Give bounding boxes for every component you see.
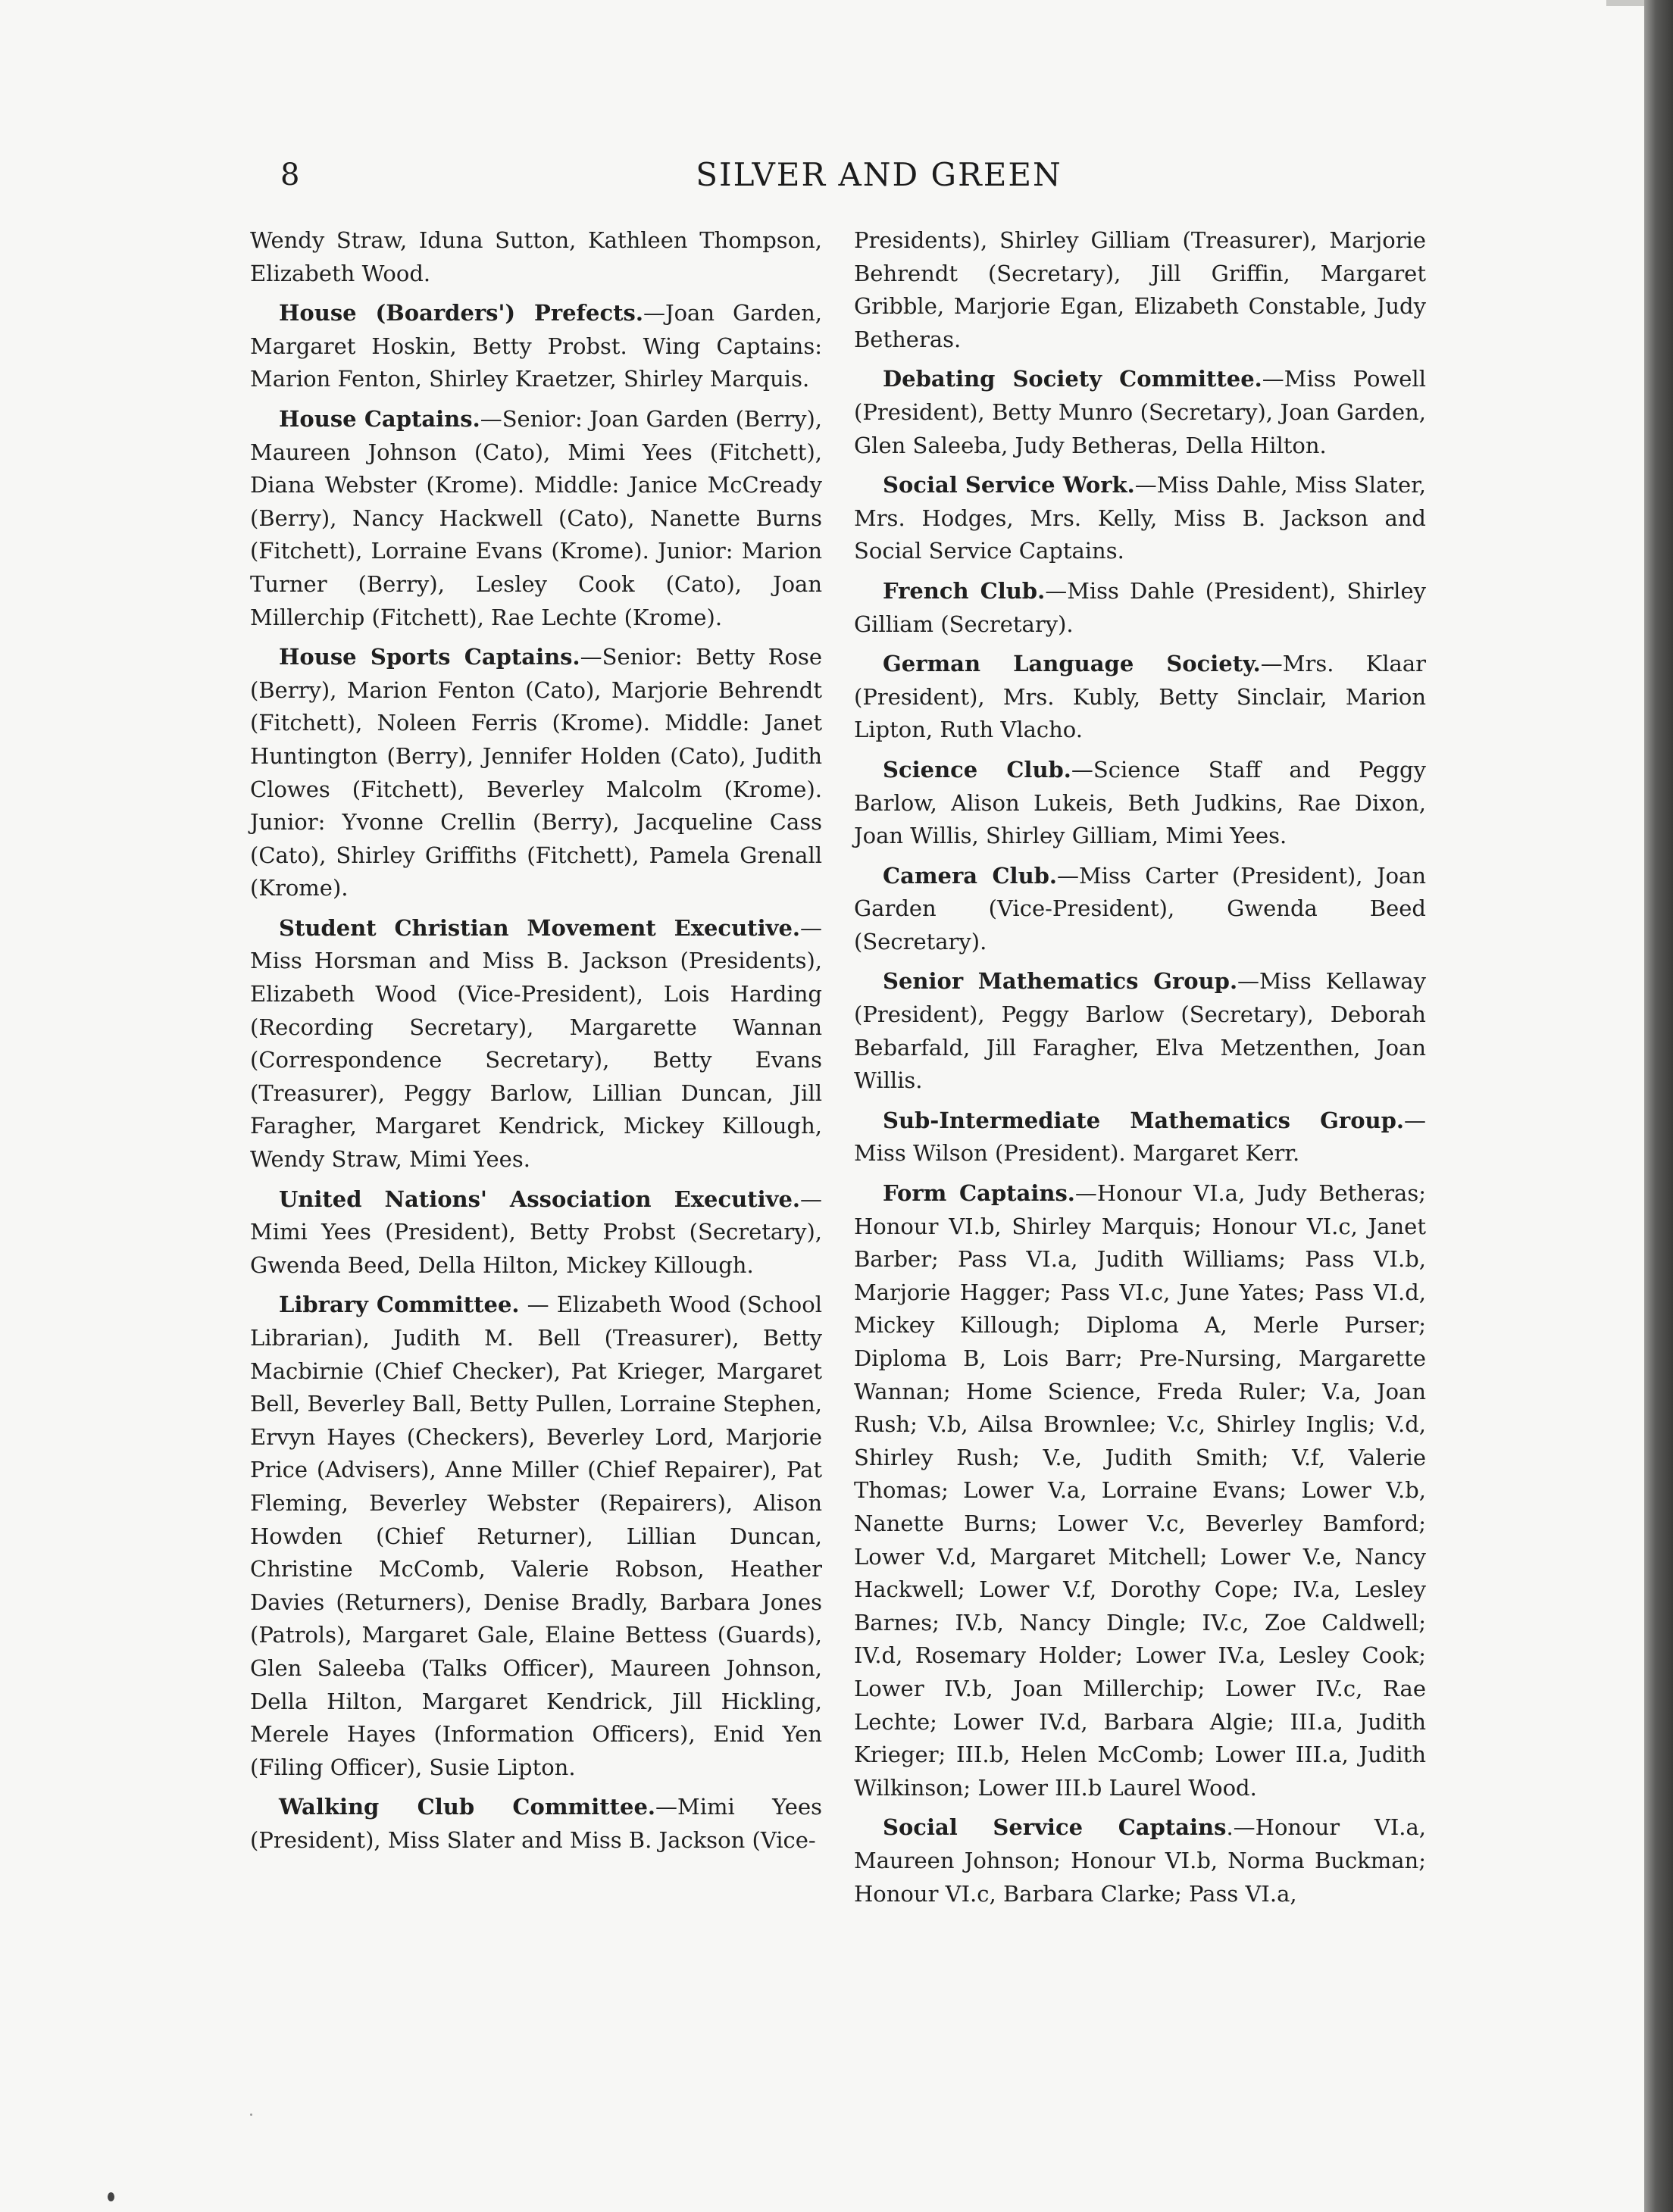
right-column [854,224,1426,1917]
paragraph: Library Committee. — Elizabeth Wood (School Librarian), Judith M. Bell (Treasurer), Betty Macbirnie (Chief Checker), Pat Krieger, Margaret Bell, Beverley Ball, Betty Pullen, Lorraine Stephen, Ervyn Hayes (Checkers), Beverley Lord, Marjorie Price (Advisers), Anne Miller (Chief Repairer), Pat Fleming, Beverley Webster (Repairers), Alison Howden (Chief Returner), Lillian Duncan, Christine McComb, Valerie Robson, Heather Davies (Returners), Denise Bradly, Barbara Jones (Patrols), Margaret Gale, Elaine Bettess (Guards), Glen Saleeba (Talks Officer), Maureen Johnson, Della Hilton, Margaret Kendrick, Jill Hickling, Merele Hayes (Information Officers), Enid Yen (Filing Officer), Susie Lipton. [250,1292,822,1780]
paragraph: United Nations' Association Executive.—Mimi Yees (President), Betty Probst (Secretary), Gwenda Beed, Della Hilton, Mickey Killough. [250,1186,822,1278]
paragraph: Social Service Captains.—Honour VI.a, Maureen Johnson; Honour VI.b, Norma Buckman; Honour VI.c, Barbara Clarke; Pass VI.a, [854,1814,1426,1907]
paragraph-heading: Science Club. [883,756,1071,783]
paragraph: House Sports Captains.—Senior: Betty Rose (Berry), Marion Fenton (Cato), Marjorie Behrendt (Fitchett), Noleen Ferris (Krome). Middle: Janet Huntington (Berry), Jennifer Holden (Cato), Judith Clowes (Fitchett), Beverley Malcolm (Krome). Junior: Yvonne Crellin (Berry), Jacqueline Cass (Cato), Shirley Griffiths (Fitchett), Pamela Grenall (Krome). [250,644,822,901]
paragraph: Sub-Intermediate Mathematics Group.—Miss Wilson (President). Margaret Kerr. [854,1107,1426,1167]
left-column [250,224,822,1864]
paragraph-heading: Student Christian Movement Executive. [279,914,800,941]
paragraph-heading: House (Boarders') Prefects. [279,300,643,326]
paragraph: Science Club.—Science Staff and Peggy Barlow, Alison Lukeis, Beth Judkins, Rae Dixon, Joan Willis, Shirley Gilliam, Mimi Yees. [854,756,1426,849]
paragraph: Senior Mathematics Group.—Miss Kellaway (President), Peggy Barlow (Secretary), Deborah Bebarfald, Jill Faragher, Elva Metzenthen, Joan Willis. [854,968,1426,1094]
page-title: SILVER AND GREEN [696,156,1062,193]
paragraph-heading: French Club. [883,577,1046,604]
page-edge-top [1606,0,1644,6]
paragraph-heading: Library Committee. [279,1292,520,1318]
paragraph-heading: Senior Mathematics Group. [883,968,1238,995]
paragraph: House Captains.—Senior: Joan Garden (Berry), Maureen Johnson (Cato), Mimi Yees (Fitchett), Diana Webster (Krome). Middle: Janice McCready (Berry), Nancy Hackwell (Cato), Nanette Burns (Fitchett), Lorraine Evans (Krome). Junior: Marion Turner (Berry), Lesley Cook (Cato), Joan Millerchip (Fitchett), Rae Lechte (Krome). [250,405,822,630]
paragraph: Presidents), Shirley Gilliam (Treasurer), Marjorie Behrendt (Secretary), Jill Griffin, Margaret Gribble, Marjorie Egan, Elizabeth Constable, Judy Betheras. [854,227,1426,352]
paragraph-heading: Sub-Intermediate Mathematics Group. [883,1107,1404,1133]
scan-speck [108,2192,114,2201]
scan-speck [250,2114,252,2116]
paragraph-heading: House Captains. [279,405,480,432]
page-edge-shadow [1644,0,1673,2212]
paragraph: Form Captains.—Honour VI.a, Judy Betheras; Honour VI.b, Shirley Marquis; Honour VI.c, Janet Barber; Pass VI.a, Judith Williams; Pass VI.b, Marjorie Hagger; Pass VI.c, June Yates; Pass VI.d, Mickey Killough; Diploma A, Merle Purser; Diploma B, Lois Barr; Pre-Nursing, Margarette Wannan; Home Science, Freda Ruler; V.a, Joan Rush; V.b, Ailsa Brownlee; V.c, Shirley Inglis; V.d, Shirley Rush; V.e, Judith Smith; V.f, Valerie Thomas; Lower V.a, Lorraine Evans; Lower V.b, Nanette Burns; Lower V.c, Beverley Bamford; Lower V.d, Margaret Mitchell; Lower V.e, Nancy Hackwell; Lower V.f, Dorothy Cope; IV.a, Lesley Barnes; IV.b, Nancy Dingle; IV.c, Zoe Caldwell; IV.d, Rosemary Holder; Lower IV.a, Lesley Cook; Lower IV.b, Joan Millerchip; Lower IV.c, Rae Lechte; Lower IV.d, Barbara Algie; III.a, Judith Krieger; III.b, Helen McComb; Lower III.a, Judith Wilkinson; Lower III.b Laurel Wood. [854,1180,1426,1801]
paragraph: Student Christian Movement Executive.—Miss Horsman and Miss B. Jackson (Presidents), Elizabeth Wood (Vice-President), Lois Harding (Recording Secretary), Margarette Wannan (Correspondence Secretary), Betty Evans (Treasurer), Peggy Barlow, Lillian Duncan, Jill Faragher, Margaret Kendrick, Mickey Killough, Wendy Straw, Mimi Yees. [250,914,822,1173]
paragraph-heading: Debating Society Committee. [883,366,1262,392]
paragraph: Walking Club Committee.—Mimi Yees (President), Miss Slater and Miss B. Jackson (Vice- [250,1794,822,1853]
paragraph: Camera Club.—Miss Carter (President), Joan Garden (Vice-President), Gwenda Beed (Secretary). [854,862,1426,954]
paragraph: Social Service Work.—Miss Dahle, Miss Slater, Mrs. Hodges, Mrs. Kelly, Miss B. Jackson and Social Service Captains. [854,472,1426,564]
running-head [250,152,1424,200]
paragraph: French Club.—Miss Dahle (President), Shirley Gilliam (Secretary). [854,577,1426,637]
paragraph-heading: Form Captains. [883,1180,1075,1207]
paragraph-heading: United Nations' Association Executive. [279,1186,800,1212]
paragraph-heading: German Language Society. [883,651,1261,677]
paragraph: Debating Society Committee.—Miss Powell (President), Betty Munro (Secretary), Joan Garden, Glen Saleeba, Judy Betheras, Della Hilton. [854,366,1426,458]
paragraph-heading: House Sports Captains. [279,644,580,670]
paragraph: Wendy Straw, Iduna Sutton, Kathleen Thompson, Elizabeth Wood. [250,227,822,286]
page-number: 8 [280,158,300,192]
paragraph: German Language Society.—Mrs. Klaar (President), Mrs. Kubly, Betty Sinclair, Marion Lipton, Ruth Vlacho. [854,651,1426,743]
paragraph-heading: Camera Club. [883,862,1058,889]
paragraph-heading: Walking Club Committee. [279,1794,655,1820]
paragraph-heading: Social Service Captains [883,1814,1227,1841]
paragraph-heading: Social Service Work. [883,472,1135,498]
paragraph: House (Boarders') Prefects.—Joan Garden, Margaret Hoskin, Betty Probst. Wing Captains: Marion Fenton, Shirley Kraetzer, Shirley Marquis. [250,300,823,392]
